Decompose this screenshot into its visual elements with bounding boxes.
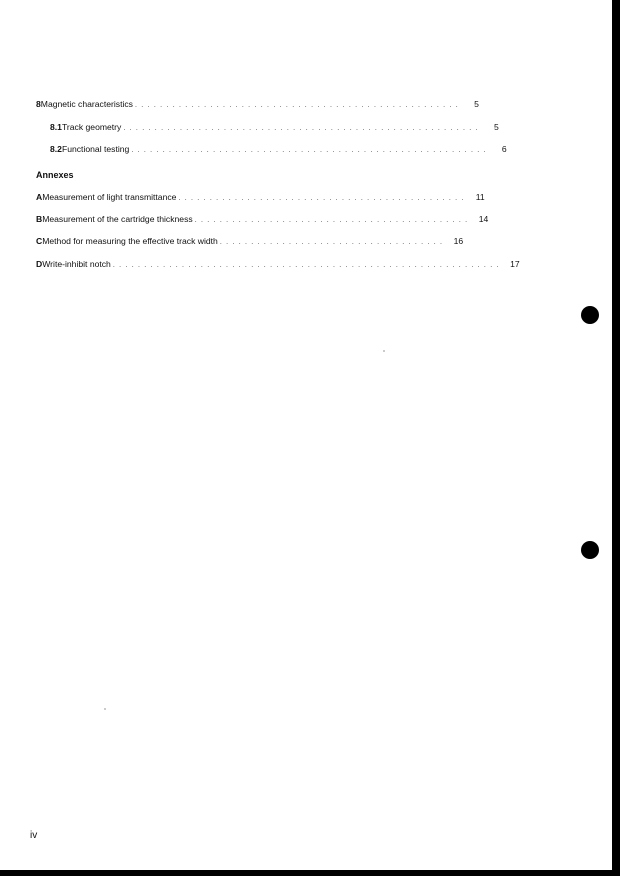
- toc-entry-title: Measurement of the cartridge thickness: [42, 214, 193, 224]
- annexes-heading: Annexes: [36, 170, 74, 180]
- scan-edge-right: [612, 0, 620, 876]
- toc-entry-annex-a[interactable]: [36, 190, 485, 204]
- toc-entry-8-2[interactable]: [36, 142, 507, 156]
- dot-leader: . . . . . . . . . . . . . . . . . . . . . . . . . . . . . . . . . . . .: [219, 239, 444, 246]
- dot-leader: . . . . . . . . . . . . . . . . . . . . . . . . . . . . . . . . . . . . . . . . . . . . . .: [178, 195, 465, 202]
- toc-entry-number: 8.1: [50, 122, 62, 132]
- toc-entry-number: 8.2: [50, 144, 62, 154]
- toc-entry-number: A: [36, 192, 43, 202]
- toc-entry-page: 5: [493, 122, 499, 132]
- toc-entry-page: 16: [453, 236, 464, 246]
- toc-entry-number: C: [36, 236, 43, 246]
- punch-hole-upper: [581, 306, 599, 324]
- toc-entry-annex-c[interactable]: [36, 234, 464, 248]
- toc-entry-title: Magnetic characteristics: [40, 99, 133, 109]
- toc-entry-title: Write-inhibit notch: [42, 259, 111, 269]
- dot-leader: . . . . . . . . . . . . . . . . . . . . . . . . . . . . . . . . . . . . . . . . . . . .: [194, 217, 469, 224]
- toc-entry-number: D: [36, 259, 43, 269]
- dot-leader: . . . . . . . . . . . . . . . . . . . . . . . . . . . . . . . . . . . . . . . . . . . . . . . . . . . . . . . . .: [131, 147, 487, 154]
- scan-speck: [383, 350, 385, 352]
- toc-entry-8-1[interactable]: [36, 120, 499, 134]
- page-number: iv: [30, 830, 38, 841]
- punch-hole-lower: [581, 541, 599, 559]
- toc-entry-page: 6: [501, 144, 507, 154]
- toc-entry-annex-b[interactable]: [36, 212, 489, 226]
- toc-entry-title: Measurement of light transmittance: [42, 192, 177, 202]
- toc-entry-page: 14: [478, 214, 489, 224]
- dot-leader: . . . . . . . . . . . . . . . . . . . . . . . . . . . . . . . . . . . . . . . . . . . . . . . . . . . . . . . . .: [123, 125, 479, 132]
- toc-entry-title: Functional testing: [61, 144, 130, 154]
- scan-speck: [104, 708, 106, 710]
- scan-edge-bottom: [0, 870, 620, 876]
- dot-leader: . . . . . . . . . . . . . . . . . . . . . . . . . . . . . . . . . . . . . . . . . . . . . . . . . . . . . . . . . . . . . .: [112, 262, 500, 269]
- toc-entry-title: Method for measuring the effective track width: [42, 236, 218, 246]
- toc-entry-page: 5: [474, 99, 479, 109]
- toc-entry-number: B: [36, 214, 43, 224]
- toc-entry-page: 17: [510, 259, 520, 269]
- toc-entry-number: 8: [36, 99, 41, 109]
- toc-entry-8[interactable]: [36, 97, 479, 111]
- dot-leader: . . . . . . . . . . . . . . . . . . . . . . . . . . . . . . . . . . . . . . . . . . . . . . . . . . . .: [134, 102, 459, 109]
- toc-entry-title: Track geometry: [61, 122, 122, 132]
- toc-entry-page: 11: [475, 192, 485, 202]
- toc-entry-annex-d[interactable]: [36, 257, 520, 271]
